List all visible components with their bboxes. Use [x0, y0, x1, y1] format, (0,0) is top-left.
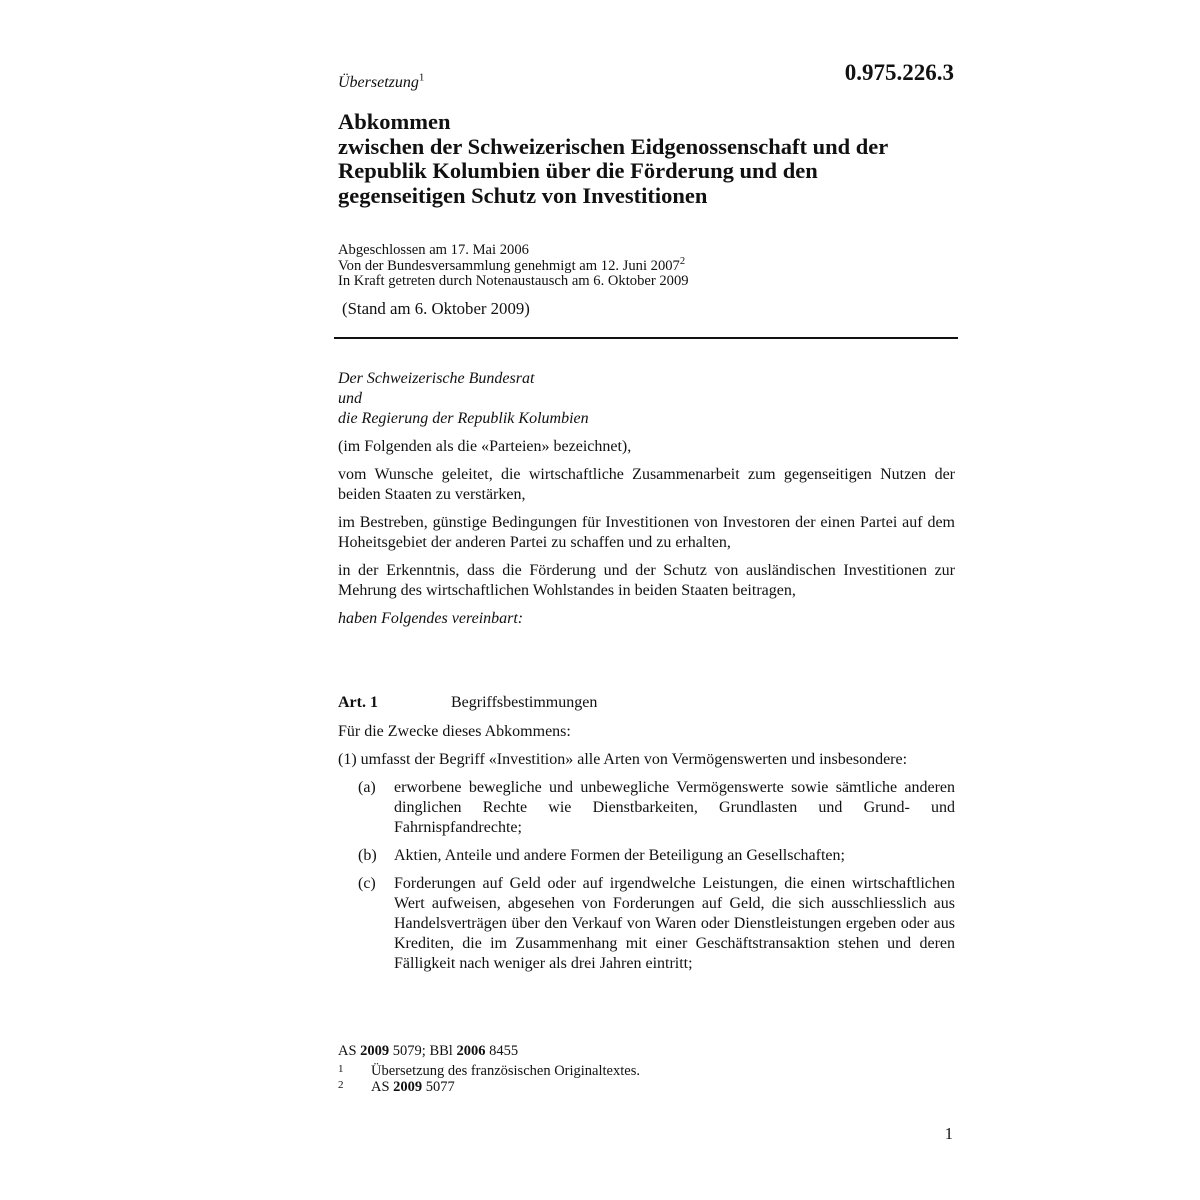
concluded-date: Abgeschlossen am 17. Mai 2006 — [338, 242, 529, 258]
footnote-as-year: 2009 — [393, 1079, 423, 1095]
list-item-label: (a) — [358, 779, 376, 796]
preamble-paragraph: vom Wunsche geleitet, die wirtschaftliche Zusammenarbeit zum gegenseitigen Nutzen der beiden Staaten zu verstärken, — [338, 466, 955, 503]
header-divider — [334, 337, 958, 339]
list-item-text: Aktien, Anteile und andere Formen der Beteiligung an Gesellschaften; — [394, 847, 845, 864]
title-line: zwischen der Schweizerischen Eidgenossenschaft und der — [338, 133, 889, 159]
footnote-number: 1 — [338, 1063, 344, 1075]
footnote-mark-2: 2 — [679, 255, 686, 267]
title-line: Republik Kolumbien über die Förderung und den — [338, 158, 818, 183]
list-item-text: Forderungen auf Geld oder auf irgendwelche Leistungen, die einen wirtschaftlichen Wert aufweisen, abgesehen von Forderungen auf Geld, die sich ausschliesslich aus Handelsverträgen über den Verkauf von Waren oder Dienstleistungen ergeben oder aus Krediten, die im Zusammenhang mit einer Geschäftstransaktion stehen und deren Fälligkeit nach weniger als drei Jahren eintritt; — [394, 875, 955, 972]
as-year: 2009 — [360, 1043, 390, 1059]
list-item — [338, 778, 955, 838]
list-item-label: (b) — [358, 847, 377, 864]
translation-label — [338, 71, 425, 92]
footnote-text: Übersetzung des französischen Originaltextes. — [371, 1063, 640, 1079]
list-item-text: erworbene bewegliche und unbewegliche Vermögenswerte sowie sämtliche anderen dinglichen Rechte wie Dienstbarkeiten, Grundlasten und Grund- und Fahrnispfandrechte; — [394, 779, 955, 836]
article-body — [338, 722, 955, 982]
article-paragraph: (1) umfasst der Begriff «Investition» alle Arten von Vermögenswerten und insbesondere: — [338, 751, 908, 768]
party-2: die Regierung der Republik Kolumbien — [338, 410, 589, 427]
preamble-paragraph: im Bestreben, günstige Bedingungen für Investitionen von Investoren der einen Partei auf dem Hoheitsgebiet der anderen Partei zu schaffen und zu erhalten, — [338, 514, 955, 551]
party-1: Der Schweizerische Bundesrat — [338, 370, 535, 387]
article-heading — [338, 694, 597, 712]
footnote-mark-1: 1 — [418, 71, 425, 84]
document-title — [338, 110, 958, 208]
list-item — [338, 874, 955, 974]
article-number: Art. 1 — [338, 694, 378, 711]
approval-line — [338, 255, 689, 275]
footnote-1 — [338, 1063, 640, 1080]
bbl-prefix: BBl — [429, 1043, 453, 1059]
footnote-2 — [338, 1079, 455, 1096]
preamble-paragraph: (im Folgenden als die «Parteien» bezeichnet), — [338, 438, 632, 455]
footnote-as-page: 5077 — [425, 1079, 455, 1095]
approved-date: Von der Bundesversammlung genehmigt am 12. Juni 2007 — [338, 257, 680, 274]
preamble — [338, 369, 955, 637]
treaty-metadata — [338, 243, 689, 290]
bbl-page: 8455 — [489, 1043, 519, 1059]
footnote-number: 2 — [338, 1079, 344, 1091]
article-intro: Für die Zwecke dieses Abkommens: — [338, 723, 571, 740]
title-line: Abkommen — [338, 109, 451, 134]
translation-text: Übersetzung — [338, 74, 419, 91]
agreement-clause: haben Folgendes vereinbart: — [338, 610, 524, 627]
preamble-paragraph: in der Erkenntnis, dass die Förderung und der Schutz von ausländischen Investitionen zur Mehrung des wirtschaftlichen Wohlstandes in beiden Staaten beitragen, — [338, 562, 955, 599]
bbl-year: 2006 — [456, 1043, 486, 1059]
conjunction: und — [338, 390, 362, 407]
status-date: (Stand am 6. Oktober 2009) — [342, 299, 530, 318]
list-item-label: (c) — [358, 875, 376, 892]
list-item — [338, 846, 955, 866]
as-page: 5079; — [392, 1043, 426, 1059]
sr-number: 0.975.226.3 — [844, 60, 954, 85]
as-prefix: AS — [338, 1043, 357, 1059]
footnote-as-prefix: AS — [371, 1079, 390, 1095]
official-collection-reference — [338, 1043, 518, 1060]
in-force-date: In Kraft getreten durch Notenaustausch am 6. Oktober 2009 — [338, 273, 689, 290]
title-line: gegenseitigen Schutz von Investitionen — [338, 182, 708, 208]
page-number: 1 — [944, 1124, 953, 1143]
article-title: Begriffsbestimmungen — [451, 694, 598, 711]
